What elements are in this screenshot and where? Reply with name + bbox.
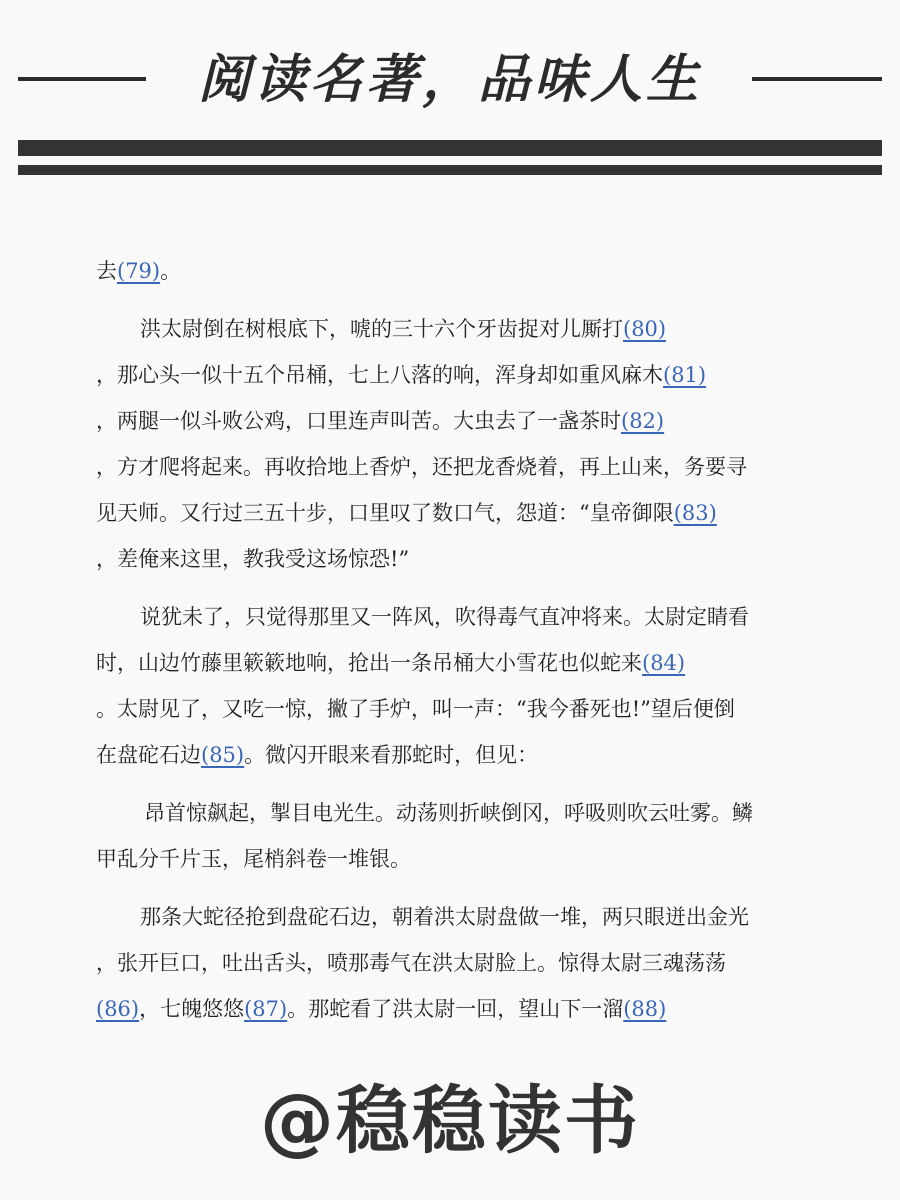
verse-line: 甲乱分千片玉，尾梢斜卷一堆银。 [96,847,411,871]
text-line: 那条大蛇径抢到盘砣石边，朝着洪太尉盘做一堆，两只眼迸出金光 [140,905,749,929]
verse-line: 昂首惊飙起，掣目电光生。动荡则折峡倒冈，呼吸则吹云吐雾。鳞 [144,801,753,825]
watermark-signature: @稳稳读书 [260,1078,640,1164]
header-banner [0,40,900,120]
header-rule-left [18,77,146,81]
footnote-link-83[interactable]: (83) [673,501,717,525]
text-line: ，方才爬将起来。再收拾地上香炉，还把龙香烧着，再上山来，务要寻 [96,455,747,479]
text-line [96,640,826,686]
paragraph-1 [96,306,826,582]
header-rule-right [752,77,882,81]
footnote-link-85[interactable]: (85) [201,743,245,767]
text-run: ，那心头一似十五个吊桶，七上八落的响，浑身却如重风麻木 [96,363,663,387]
text-run: 。那蛇看了洪太尉一回，望山下一溜 [287,997,624,1021]
footnote-link-79[interactable]: (79) [117,259,161,283]
text-run: 在盘砣石边 [96,743,201,767]
text-line: 。太尉见了，又吃一惊，撇了手炉，叫一声：“我今番死也!”望后便倒 [96,697,735,721]
text-line [96,732,826,778]
footnote-link-87[interactable]: (87) [244,997,288,1021]
text-run: 洪太尉倒在树根底下，唬的三十六个牙齿捉对儿厮打 [140,317,623,341]
header-band-thick [18,140,882,156]
text-run: 见天师。又行过三五十步，口里叹了数口气，怨道：“皇帝御限 [96,501,674,525]
text-run: ，七魄悠悠 [139,997,245,1021]
text-line [96,248,826,294]
footnote-link-86[interactable]: (86) [96,997,140,1021]
paragraph-0 [96,248,826,294]
text-run: ，两腿一似斗败公鸡，口里连声叫苦。大虫去了一盏茶时 [96,409,621,433]
text-run: 时，山边竹藤里簌簌地响，抢出一条吊桶大小雪花也似蛇来 [96,651,642,675]
footnote-link-84[interactable]: (84) [642,651,686,675]
text-line [96,398,826,444]
text-run: 去 [96,259,117,283]
text-line: ，差俺来这里，教我受这场惊恐!” [96,547,410,571]
text-line [96,306,826,352]
footnote-link-81[interactable]: (81) [663,363,707,387]
text-run: 。微闪开眼来看那蛇时，但见： [244,743,539,767]
page-title: 阅读名著，品味人生 [197,50,702,110]
text-line: 说犹未了，只觉得那里又一阵风，吹得毒气直冲将来。太尉定睛看 [140,605,749,629]
text-line: ，张开巨口，吐出舌头，喷那毒气在洪太尉脸上。惊得太尉三魂荡荡 [96,951,726,975]
text-line [96,352,826,398]
paragraph-4 [96,894,826,1032]
footnote-link-82[interactable]: (82) [621,409,665,433]
paragraph-2 [96,594,826,778]
text-run: 。 [160,259,182,283]
verse-block [96,790,826,882]
footnote-link-80[interactable]: (80) [623,317,667,341]
text-line [96,986,826,1032]
footnote-link-88[interactable]: (88) [623,997,667,1021]
text-line [96,490,826,536]
article-body [96,248,826,1044]
header-band-thin [18,165,882,175]
